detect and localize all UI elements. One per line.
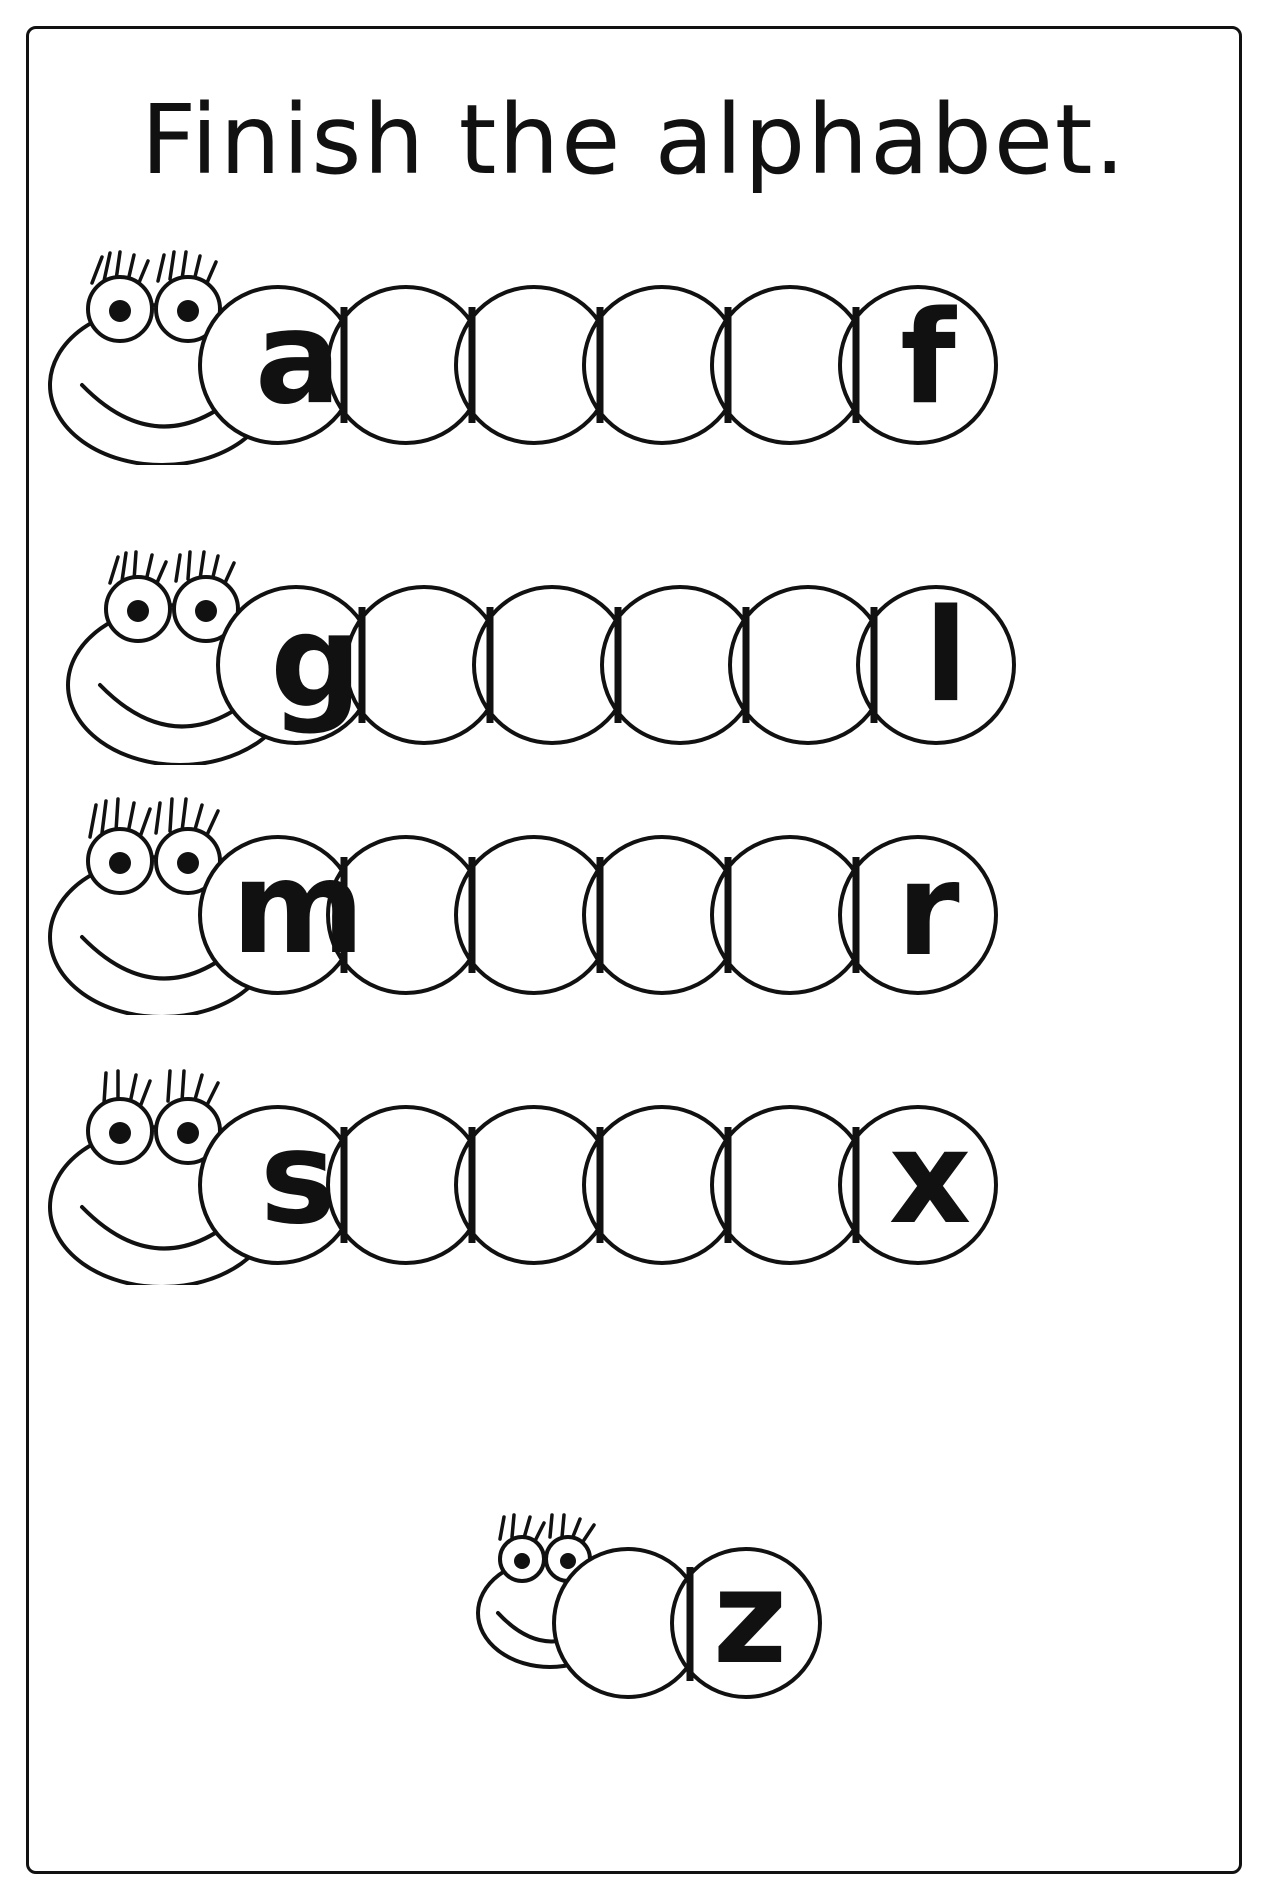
segment-letter: g (270, 588, 362, 738)
segment-letter: l (924, 582, 968, 732)
caterpillar-row-g-l (48, 535, 1048, 765)
caterpillar-row-m-r (30, 785, 1030, 1015)
caterpillar-row-y-z (468, 1505, 888, 1725)
segment-letter: a (254, 284, 342, 434)
caterpillar-row-a-f (30, 235, 1030, 465)
segment-letter: z (712, 1544, 788, 1694)
segment-letter: r (896, 836, 960, 986)
segment-letter: s (259, 1104, 337, 1254)
segment-letter: m (231, 834, 365, 984)
segment-letter: x (888, 1104, 972, 1254)
caterpillar-row-s-x (30, 1055, 1030, 1285)
page-title: Finish the alphabet. (140, 84, 1128, 196)
segment-letter: f (900, 284, 956, 434)
